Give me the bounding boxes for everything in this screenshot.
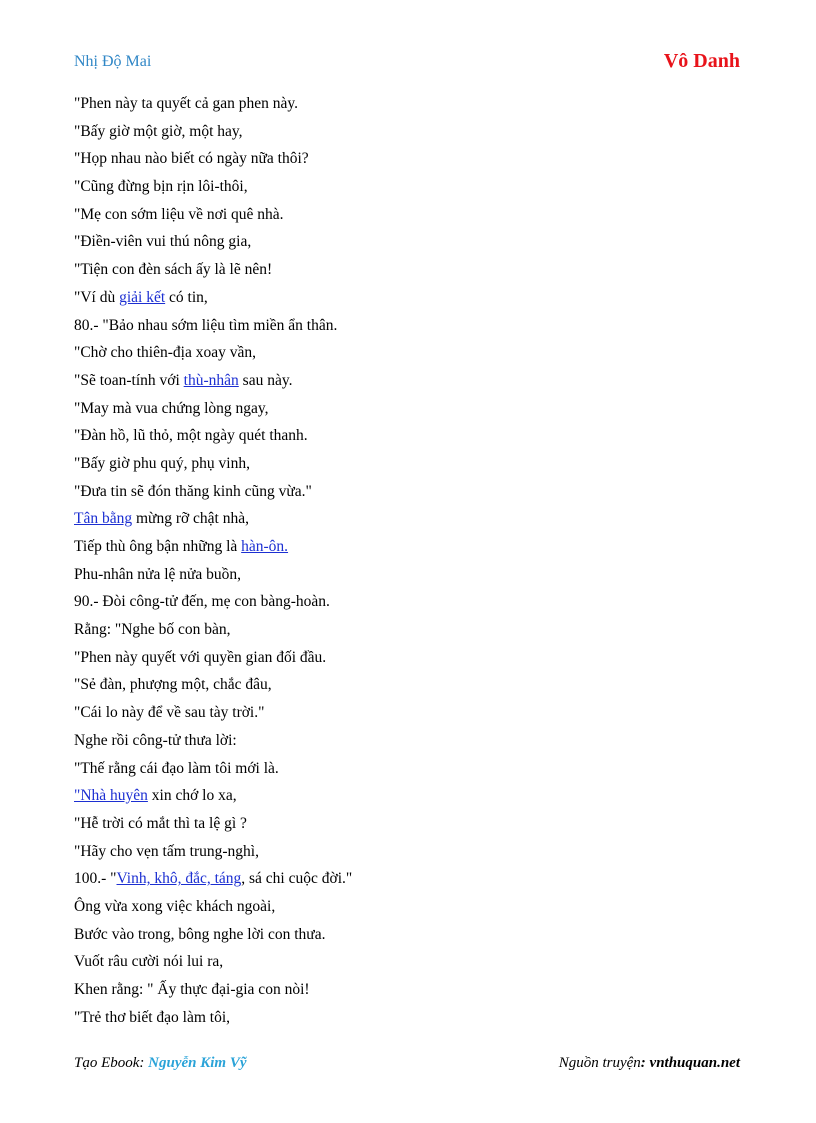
line-text: "Mẹ con sớm liệu về nơi quê nhà.: [74, 205, 284, 223]
poem-line: [74, 812, 754, 840]
line-text: , sá chi cuộc đời.": [241, 870, 353, 888]
line-text: Rằng: "Nghe bố con bàn,: [74, 621, 231, 639]
credit-separator: :: [139, 1055, 149, 1071]
poem-line: [74, 507, 754, 535]
line-text: "Phen này quyết với quyền gian đối đầu.: [74, 648, 327, 666]
poem-line: [74, 397, 754, 425]
line-text: "Ví dù: [74, 288, 120, 306]
credit-label: Tạo Ebook: [74, 1055, 140, 1071]
poem-line: [74, 923, 754, 951]
line-text: "Bấy giờ một giờ, một hay,: [74, 122, 243, 140]
poem-line: [74, 535, 754, 563]
line-text: mừng rỡ chật nhà,: [132, 510, 249, 528]
poem-line: [74, 369, 754, 397]
line-text: "Đưa tin sẽ đón thăng kinh cũng vừa.": [74, 482, 312, 500]
line-text: sau này.: [238, 371, 293, 389]
source-name: vnthuquan.net: [649, 1055, 740, 1071]
ebook-credit: [74, 1055, 247, 1072]
annotation-link[interactable]: giải kết: [119, 288, 166, 306]
poem-line: [74, 784, 754, 812]
line-text: "Sẽ toan-tính với: [74, 371, 184, 389]
poem-line: [74, 175, 754, 203]
poem-line: [74, 618, 754, 646]
line-text: "Cái lo này để về sau tày trời.": [74, 704, 265, 722]
source-separator: :: [640, 1055, 650, 1071]
annotation-link[interactable]: hàn-ôn.: [241, 538, 289, 555]
poem-line: [74, 92, 754, 120]
line-text: Ông vừa xong việc khách ngoài,: [74, 897, 276, 915]
book-title: Nhị Độ Mai: [74, 53, 152, 70]
poem-line: [74, 314, 754, 342]
poem-line: [74, 230, 754, 258]
annotation-link[interactable]: Vinh, khô, đắc, táng: [116, 870, 242, 888]
poem-body: [74, 92, 754, 1033]
line-text: "Điền-viên vui thú nông gia,: [74, 233, 252, 251]
poem-line: [74, 424, 754, 452]
line-text: "Họp nhau nào biết có ngày nữa thôi?: [74, 150, 309, 168]
poem-line: [74, 1006, 754, 1034]
line-text: 80.- "Bảo nhau sớm liệu tìm miền ẩn thân.: [74, 316, 338, 334]
source-credit: [559, 1055, 740, 1072]
line-text: "Hãy cho vẹn tấm trung-nghì,: [74, 842, 259, 860]
poem-line: [74, 590, 754, 618]
poem-line: [74, 341, 754, 369]
poem-line: [74, 950, 754, 978]
line-text: "Bấy giờ phu quý, phụ vinh,: [74, 454, 250, 472]
line-text: Khen rằng: " Ấy thực đại-gia con nòi!: [74, 981, 310, 998]
poem-line: [74, 452, 754, 480]
poem-line: [74, 563, 754, 591]
line-text: "Sẻ đàn, phượng một, chắc đâu,: [74, 676, 272, 694]
poem-line: [74, 286, 754, 314]
poem-line: [74, 646, 754, 674]
line-text: "Trẻ thơ biết đạo làm tôi,: [74, 1008, 231, 1026]
line-text: "Cũng đừng bịn rịn lôi-thôi,: [74, 178, 248, 196]
credit-name: Nguyễn Kim Vỹ: [148, 1055, 247, 1071]
line-text: Tiếp thù ông bận những là: [74, 538, 242, 555]
line-text: "Tiện con đèn sách ấy là lẽ nên!: [74, 261, 273, 279]
line-text: "Hễ trời có mắt thì ta lệ gì ?: [74, 814, 247, 832]
poem-line: [74, 729, 754, 757]
line-text: "Thế rằng cái đạo làm tôi mới là.: [74, 759, 279, 777]
page-footer: [74, 1055, 740, 1077]
line-text: 100.- ": [74, 870, 117, 888]
poem-line: [74, 203, 754, 231]
poem-line: [74, 978, 754, 1006]
poem-line: [74, 673, 754, 701]
poem-line: [74, 480, 754, 508]
poem-line: [74, 120, 754, 148]
line-text: Vuốt râu cười nói lui ra,: [74, 953, 224, 971]
line-text: "Đàn hồ, lũ thỏ, một ngày quét thanh.: [74, 427, 308, 445]
line-text: "May mà vua chứng lòng ngay,: [74, 399, 269, 417]
poem-line: [74, 840, 754, 868]
line-text: Bước vào trong, bông nghe lời con thưa.: [74, 925, 326, 943]
poem-line: [74, 147, 754, 175]
line-text: Nghe rồi công-tử thưa lời:: [74, 731, 237, 749]
annotation-link[interactable]: Tân bằng: [74, 510, 133, 528]
source-label: Nguồn truyện: [558, 1055, 641, 1071]
line-text: có tin,: [165, 288, 208, 306]
poem-line: [74, 701, 754, 729]
annotation-link[interactable]: "Nhà huyên: [74, 787, 148, 805]
annotation-link[interactable]: thù-nhân: [183, 371, 239, 389]
line-text: "Phen này ta quyết cả gan phen này.: [74, 95, 298, 112]
poem-line: [74, 895, 754, 923]
line-text: 90.- Đòi công-tử đến, mẹ con bàng-hoàn.: [74, 593, 330, 611]
poem-line: [74, 757, 754, 785]
line-text: "Chờ cho thiên-địa xoay vần,: [74, 344, 256, 362]
poem-line: [74, 867, 754, 895]
line-text: Phu-nhân nửa lệ nửa buồn,: [74, 565, 242, 583]
author-name: Vô Danh: [663, 50, 740, 72]
line-text: xin chớ lo xa,: [147, 787, 237, 805]
page-header: [74, 50, 740, 76]
poem-line: [74, 258, 754, 286]
